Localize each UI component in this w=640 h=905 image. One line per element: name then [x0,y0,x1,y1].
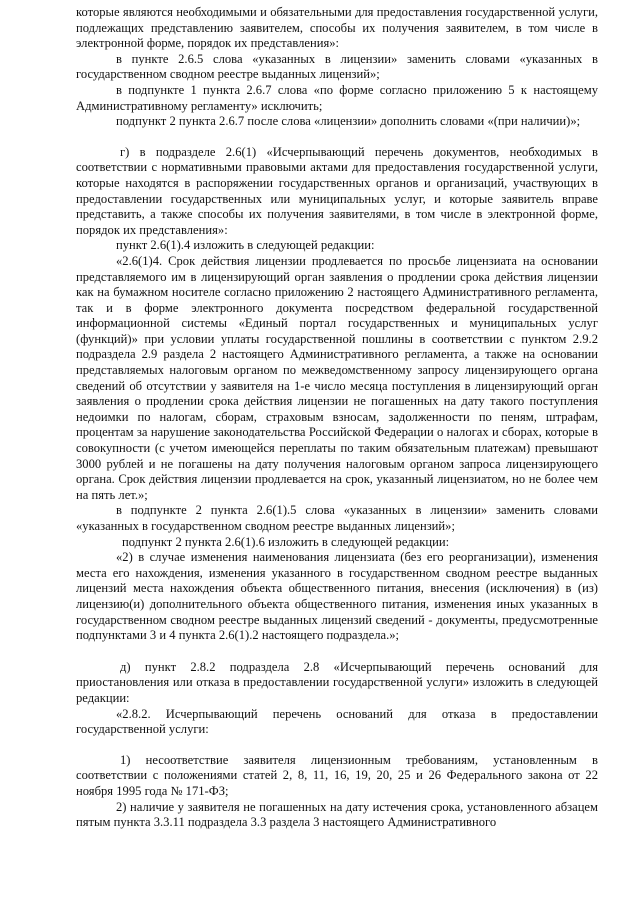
paragraph-ground-2: 2) наличие у заявителя не погашенных на дату истечения срока, установленного абзацем пятым пункта 3.3.11 подраздела 3.3 раздела 3 настоящего Административного [76,799,598,830]
paragraph-2-6-1-4-intro: пункт 2.6(1).4 изложить в следующей редакции: [116,238,375,253]
paragraph-item-d: д) пункт 2.8.2 подраздела 2.8 «Исчерпывающий перечень оснований для приостановления или отказа в предоставлении государственной услуги» изложить в следующей редакции: [76,659,598,705]
paragraph-continuation: которые являются необходимыми и обязательными для предоставления государственной услуги, подлежащих представлению заявителем, способы их получения заявителем, в том числе в электронной форме, порядок их представления»: [76,5,598,51]
paragraph-item-g: г) в подразделе 2.6(1) «Исчерпывающий перечень документов, необходимых в соответствии с нормативными правовыми актами для предоставления государственной услуги, которые находятся в распоряжении государственных органов и организаций, участвующих в предоставлении государственных или муниципальных услуг, и которые заявитель вправе представить, а также способы их получения заявителями, в том числе в электронной форме, порядок их представления»: [76,144,598,237]
paragraph-2-8-2-heading: «2.8.2. Исчерпывающий перечень оснований для отказа в предоставлении государственной услуги: [76,706,598,737]
paragraph-amendment-2-6-1-5: в подпункте 2 пункта 2.6(1).5 слова «указанных в лицензии» заменить словами «указанных в государственном сводном реестре выданных лицензий»; [76,503,598,533]
paragraph-amendment-2-6-5: в пункте 2.6.5 слова «указанных в лицензии» заменить словами «указанных в государственном сводном реестре выданных лицензий»; [76,51,598,82]
paragraph-ground-1: 1) несоответствие заявителя лицензионным требованиям, установленным в соответствии с положениями статей 2, 8, 11, 16, 19, 20, 25 и 26 Федерального закона от 22 ноября 1995 года № 171-ФЗ; [76,752,598,798]
paragraph-2-6-1-6-text: «2) в случае изменения наименования лицензиата (без его реорганизации), изменения места его нахождения, изменения указанного в государственном сводном реестре выданных лицензий места нахождения объекта общественного питания, внесения (исключения) в (из) лицензию(и) дополнительного объекта общественного питания, изменения иных указанных в государственном сводном реестре выданных лицензий сведений - документы, предусмотренные подпунктами 3 и 4 пункта 2.6(1).2 настоящего подраздела.»; [76,550,598,643]
document-body [76,5,598,831]
paragraph-amendment-2-6-7-sub2: подпункт 2 пункта 2.6.7 после слова «лицензии» дополнить словами «(при наличии)»; [116,114,581,129]
paragraph-2-6-1-6-intro: подпункт 2 пункта 2.6(1).6 изложить в следующей редакции: [122,534,450,549]
paragraph-2-6-1-4-text: «2.6(1)4. Срок действия лицензии продлевается по просьбе лицензиата на основании представляемого им в лицензирующий орган заявления о продлении срока действия лицензии как на бумажном носителе согласно приложению 2 настоящего Административного регламента, так и в форме электронного документа посредством федеральной государственной информационной системы «Единый портал государственных и муниципальных услуг (функций)» при условии уплаты государственной пошлины в соответствии с пунктом 2.9.2 подраздела 2.9 раздела 2 настоящего Административного регламента, а также на основании представляемых налоговым органом по межведомственному запросу лицензирующего органа сведений об отсутствии у заявителя на 1-е число месяца поступления в лицензирующий орган заявления о продлении срока действия лицензии не погашенных на дату такого поступления недоимки по налогам, сборам, страховым взносам, задолженности по пеням, штрафам, процентам за нарушение законодательства Российской Федерации о налогах и сборах, которые в совокупности (с учетом имеющейся переплаты по таким обязательным платежам) превышают 3000 рублей и не погашены на дату получения налоговым органом запроса лицензирующего органа. Срок действия лицензии продлевается на срок, указанный лицензиатом, но не более чем на пять лет.»; [76,253,598,502]
paragraph-amendment-2-6-7-sub1: в подпункте 1 пункта 2.6.7 слова «по форме согласно приложению 5 к настоящему Административному регламенту» исключить; [76,82,598,113]
